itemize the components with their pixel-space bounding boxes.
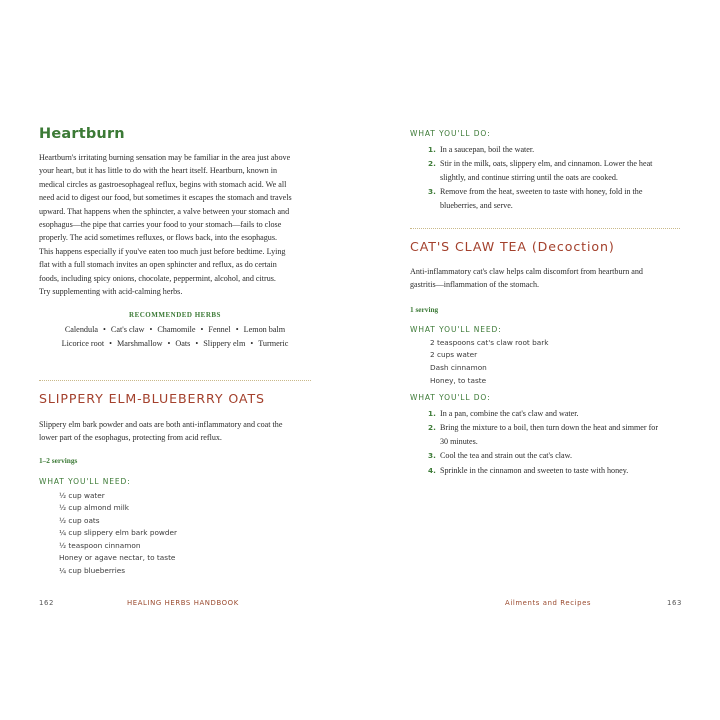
section-divider [410, 228, 680, 229]
step-number: 1. [428, 145, 436, 154]
step-text: blueberries, and serve. [440, 200, 513, 210]
slippery-elm-recipe-title: SLIPPERY ELM-BLUEBERRY OATS [39, 391, 265, 406]
step-item [428, 185, 690, 212]
herb-item: Slippery elm [203, 339, 246, 348]
ingredient-item: ½ cup oats [59, 516, 100, 525]
section-title-footer: Ailments and Recipes [505, 599, 592, 607]
intro-line: foods, including spicy onions, chocolate, peppermint, alcohol, and citrus. [39, 273, 276, 283]
herb-separator: • [250, 339, 254, 348]
step-item [428, 407, 690, 421]
book-title-footer: HEALING HERBS HANDBOOK [127, 599, 239, 607]
intro-line: your heart, but it has little to do with the heart itself. Heartburn, known in [39, 166, 278, 176]
step-item [428, 421, 690, 448]
ingredient-item: Honey or agave nectar, to taste [59, 553, 176, 562]
step-text: Remove from the heat, sweeten to taste with honey, fold in the [440, 187, 643, 196]
herbs-row-2 [39, 339, 311, 348]
heartburn-intro [39, 151, 319, 298]
ingredient-item: ½ cup almond milk [59, 503, 130, 512]
cats-claw-description [410, 265, 690, 292]
herb-item: Oats [175, 339, 191, 348]
step-number: 1. [428, 409, 436, 418]
herb-item: Lemon balm [243, 325, 286, 334]
intro-line: medical circles as gastroesophageal reflux, begins with stomach acid. We all [39, 179, 287, 189]
intro-line: upward. That happens when the sphincter, a valve between your stomach and [39, 206, 290, 216]
right-page [410, 0, 682, 720]
step-number: 2. [428, 423, 436, 432]
step-text: Bring the mixture to a boil, then turn down the heat and simmer for [440, 423, 659, 432]
description-line: Slippery elm bark powder and oats are both anti-inflammatory and coat the [39, 420, 283, 429]
herbs-row-1 [39, 325, 311, 334]
heartburn-heading: Heartburn [39, 126, 125, 142]
right-page-number: 163 [667, 599, 682, 607]
step-number: 3. [428, 451, 436, 460]
description-line: gastritis—inflammation of the stomach. [410, 280, 540, 290]
step-text: Cool the tea and strain out the cat's claw. [440, 451, 572, 460]
ingredient-item: ¼ cup slippery elm bark powder [59, 528, 178, 537]
step-item [428, 464, 690, 478]
step-text: In a saucepan, boil the water. [440, 145, 535, 154]
servings-label: 1–2 servings [39, 456, 78, 465]
ingredient-item: 2 teaspoons cat's claw root bark [430, 338, 549, 347]
step-number: 3. [428, 187, 436, 196]
description-line: lower part of the esophagus, protecting from acid reflux. [39, 433, 222, 443]
step-text: Stir in the milk, oats, slippery elm, and cinnamon. Lower the heat [440, 159, 653, 168]
left-page [39, 0, 311, 720]
herb-item: Calendula [64, 325, 99, 334]
intro-line: Try supplementing with acid-calming herbs. [39, 287, 183, 297]
slippery-elm-description [39, 418, 319, 445]
ingredient-item: ½ teaspoon cinnamon [59, 541, 141, 550]
herb-separator: • [109, 339, 112, 348]
herb-separator: • [103, 325, 106, 334]
intro-line: This happens especially if you've eaten too much just before bedtime. Lying [39, 246, 286, 256]
ingredient-item: Honey, to taste [430, 376, 487, 385]
intro-line: flat with a full stomach invites an open sphincter and reflux, as do certain [39, 260, 277, 270]
ingredient-item: Dash cinnamon [430, 363, 487, 372]
herb-separator: • [167, 339, 171, 348]
cats-claw-recipe-title: CAT'S CLAW TEA (Decoction) [410, 239, 615, 254]
description-line: Anti-inflammatory cat's claw helps calm discomfort from heartburn and [410, 267, 643, 276]
intro-line: properly. The acid sometimes refluxes, or flows back, into the esophagus. [39, 233, 278, 243]
intro-line: esophagus—the pipe that carries your food to your stomach—fails to close [39, 220, 282, 230]
herb-item: Marshmallow [117, 339, 163, 348]
step-text: In a pan, combine the cat's claw and water. [440, 409, 579, 418]
what-youll-need-label: WHAT YOU'LL NEED: [410, 325, 502, 334]
herb-separator: • [235, 325, 239, 334]
recommended-herbs-title: RECOMMENDED HERBS [129, 311, 221, 319]
what-youll-do-label: WHAT YOU'LL DO: [410, 129, 491, 138]
herb-separator: • [200, 325, 204, 334]
herb-separator: • [149, 325, 153, 334]
what-youll-need-label: WHAT YOU'LL NEED: [39, 477, 131, 486]
step-number: 4. [428, 466, 436, 475]
herb-separator: • [195, 339, 199, 348]
intro-line: need acid to digest our food, but sometimes it escapes the stomach and travels [39, 193, 292, 203]
what-youll-do-label: WHAT YOU'LL DO: [410, 393, 491, 402]
intro-line: Heartburn's irritating burning sensation may be familiar in the area just above [39, 153, 291, 162]
step-number: 2. [428, 159, 436, 168]
ingredient-item: ¼ cup blueberries [59, 566, 126, 575]
step-text: 30 minutes. [440, 436, 478, 446]
ingredient-item: 2 cups water [430, 350, 478, 359]
step-text: slightly, and continue stirring until the oats are cooked. [440, 172, 618, 182]
step-item [428, 157, 690, 184]
herb-item: Licorice root [61, 339, 105, 348]
herb-item: Fennel [208, 325, 231, 334]
step-item [428, 143, 690, 157]
section-divider [39, 380, 311, 381]
step-item [428, 449, 690, 463]
herb-item: Chamomile [157, 325, 196, 334]
left-page-number: 162 [39, 599, 54, 607]
servings-label: 1 serving [410, 305, 439, 314]
ingredient-item: ½ cup water [59, 491, 105, 500]
herb-item: Turmeric [258, 339, 289, 348]
step-text: Sprinkle in the cinnamon and sweeten to taste with honey. [440, 466, 629, 475]
herb-item: Cat's claw [110, 325, 145, 334]
